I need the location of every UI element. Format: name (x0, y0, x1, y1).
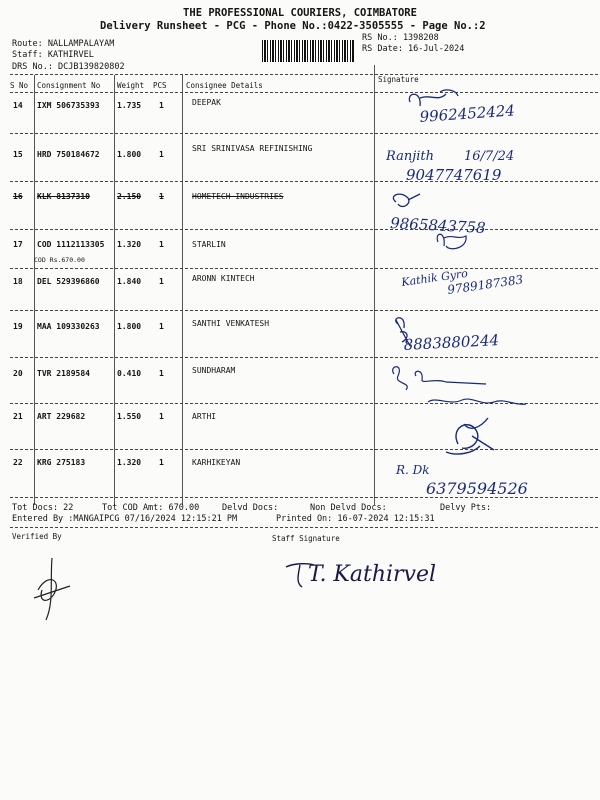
delivered-docs: Delvd Docs: (222, 503, 279, 513)
row-weight: 1.800 (117, 150, 142, 159)
row-consignment: KRG 275183 (37, 458, 86, 467)
row-weight: 1.320 (117, 458, 142, 467)
header-signature: Signature (378, 75, 419, 84)
table-top-rule (10, 74, 598, 75)
row-weight: 2.150 (117, 192, 142, 201)
row-pcs: 1 (159, 101, 164, 110)
signature-name: Ranjith (386, 149, 434, 164)
row-consignment: HRD 750184672 (37, 150, 100, 159)
row-pcs: 1 (159, 369, 164, 378)
handwritten-signatures (376, 84, 596, 504)
row-weight: 1.320 (117, 240, 142, 249)
row-pcs: 1 (159, 322, 164, 331)
signature-phone: 9047747619 (406, 166, 502, 184)
column-divider (114, 75, 115, 505)
rs-date: RS Date: 16-Jul-2024 (362, 44, 465, 54)
printed-on: Printed On: 16-07-2024 12:15:31 (276, 514, 435, 524)
signature-phone: 6379594526 (426, 479, 528, 498)
header-weight: Weight (117, 81, 145, 90)
row-weight: 1.800 (117, 322, 142, 331)
header-sno: S No (10, 81, 29, 90)
row-pcs: 1 (159, 412, 164, 421)
staff-signature (282, 545, 437, 595)
row-consignee: ARONN KINTECH (192, 274, 255, 283)
row-sno: 16 (13, 192, 23, 201)
row-consignment: DEL 529396860 (37, 277, 100, 286)
signature-name: Kathik Gyro (400, 266, 469, 289)
staff-label: Staff: KATHIRVEL (12, 50, 94, 60)
row-consignment: KLK 8137310 (37, 192, 90, 201)
row-sno: 21 (13, 412, 23, 421)
header-consignee: Consignee Details (186, 81, 263, 90)
drs-number: DRS No.: DCJB139820802 (12, 62, 125, 72)
footer-rule (10, 527, 598, 528)
row-consignee: STARLIN (192, 240, 226, 249)
row-pcs: 1 (159, 150, 164, 159)
row-consignment: MAA 109330263 (37, 322, 100, 331)
signature-date: 16/7/24 (464, 149, 515, 164)
row-sno: 19 (13, 322, 23, 331)
signature-phone: 9962452424 (419, 101, 516, 126)
row-pcs: 1 (159, 240, 164, 249)
row-weight: 1.735 (117, 101, 142, 110)
entered-by: Entered By :MANGAIPCG 07/16/2024 12:15:21 PM (12, 514, 238, 524)
row-consignee: SRI SRINIVASA REFINISHING (192, 144, 313, 153)
staff-signature-text: T. Kathirvel (308, 562, 437, 587)
row-sno: 22 (13, 458, 23, 467)
row-weight: 1.550 (117, 412, 142, 421)
column-divider (34, 75, 35, 505)
header-pcs: PCS (153, 81, 167, 90)
rs-number: RS No.: 1398208 (362, 33, 439, 43)
column-divider (374, 65, 375, 505)
row-sno: 20 (13, 369, 23, 378)
cod-amount-note: COD Rs.670.00 (34, 256, 85, 264)
row-sno: 14 (13, 101, 23, 110)
row-consignee: KARHIKEYAN (192, 458, 241, 467)
row-consignee: SUNDHARAM (192, 366, 236, 375)
row-sno: 18 (13, 277, 23, 286)
row-consignee: HOMETECH INDUSTRIES (192, 192, 284, 201)
row-consignment: ART 229682 (37, 412, 86, 421)
row-consignment: TVR 2189584 (37, 369, 90, 378)
signature-phone: 8883880244 (403, 331, 500, 354)
row-consignment: IXM 506735393 (37, 101, 100, 110)
total-cod-amount: Tot COD Amt: 670.00 (102, 503, 200, 513)
row-pcs: 1 (159, 277, 164, 286)
row-consignee: DEEPAK (192, 98, 221, 107)
runsheet-subtitle: Delivery Runsheet - PCG - Phone No.:0422-3505555 - Page No.:2 (100, 20, 486, 32)
row-pcs: 1 (159, 458, 164, 467)
verifier-signature-mark (20, 550, 90, 630)
row-weight: 1.840 (117, 277, 142, 286)
row-consignee: ARTHI (192, 412, 217, 421)
row-weight: 0.410 (117, 369, 142, 378)
column-divider (182, 75, 183, 505)
row-consignee: SANTHI VENKATESH (192, 319, 270, 328)
company-title: THE PROFESSIONAL COURIERS, COIMBATORE (183, 7, 417, 19)
row-sno: 17 (13, 240, 23, 249)
signature-phone: 9789187383 (446, 272, 525, 297)
header-consignment: Consignment No (37, 81, 101, 90)
row-pcs: 1 (159, 192, 164, 201)
total-docs: Tot Docs: 22 (12, 503, 74, 513)
signature-name: R. Dk (396, 463, 430, 477)
row-consignment: COD 1112113305 (37, 240, 105, 249)
route-label: Route: NALLAMPALAYAM (12, 39, 115, 49)
non-delivered-docs: Non Delvd Docs: (310, 503, 387, 513)
row-sno: 15 (13, 150, 23, 159)
barcode (262, 40, 354, 62)
staff-signature-label: Staff Signature (272, 534, 340, 543)
verified-by-label: Verified By (12, 532, 62, 541)
signature-phone: 9865843758 (389, 214, 487, 237)
delivery-points: Delvy Pts: (440, 503, 492, 513)
